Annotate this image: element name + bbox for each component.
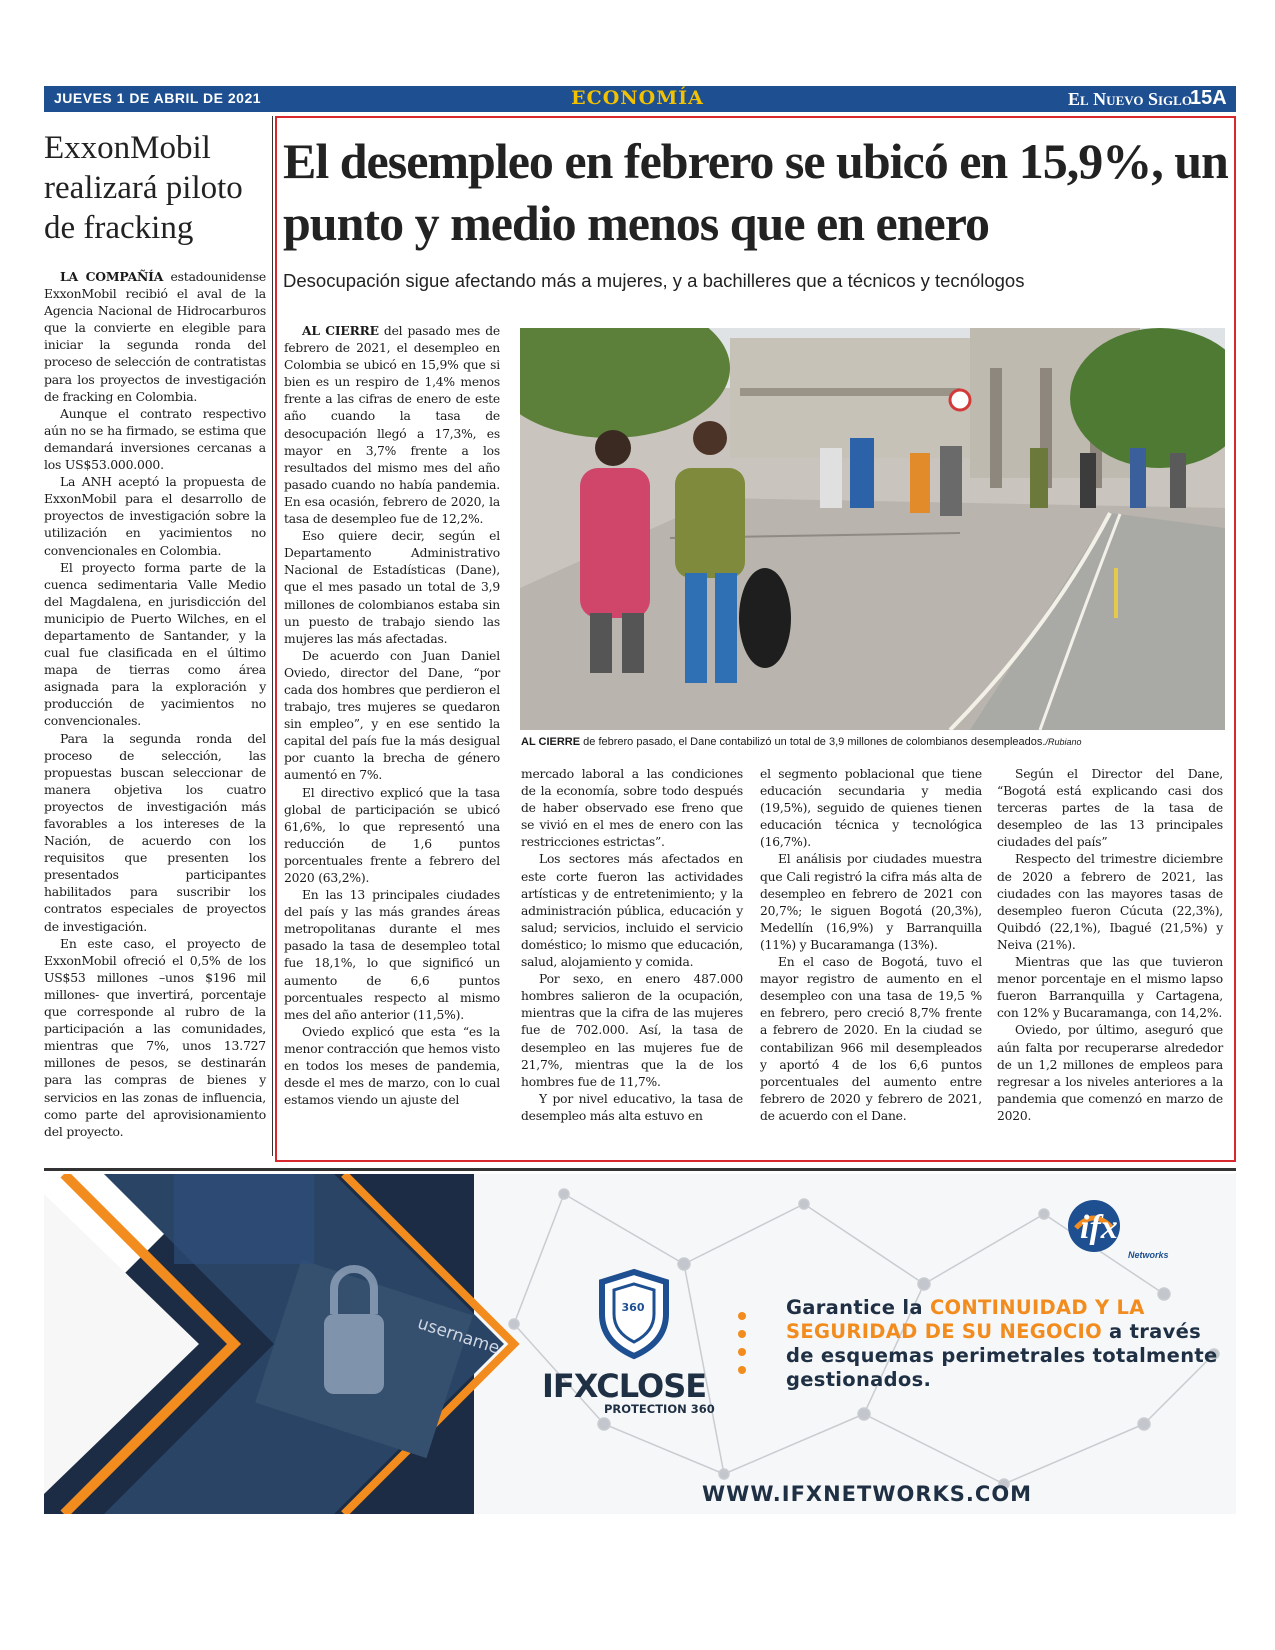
article-paragraph: el segmento poblacional que tiene educación secundaria y media (19,5%), seguido de quienes tienen educación técnica y tecnológica (16,7%). [760, 767, 982, 850]
article-column-3 [760, 766, 982, 1125]
newspaper-name: El Nuevo Siglo [1068, 89, 1192, 109]
article-photo [520, 328, 1225, 730]
logo-subtitle: Networks [1128, 1250, 1169, 1260]
logo-text: ifx [1080, 1209, 1118, 1246]
issue-date: JUEVES 1 DE ABRIL DE 2021 [54, 90, 262, 106]
side-lead: LA COMPAÑÍA [60, 269, 164, 284]
ad-message-start: Garantice la [786, 1296, 930, 1319]
side-headline: ExxonMobil realizará piloto de fracking [44, 130, 243, 246]
ad-message-end: a través de esquemas perimetrales totalmente gestionados. [786, 1320, 1218, 1391]
caption-text: de febrero pasado, el Dane contabilizó un total de 3,9 millones de colombianos desempleados. [580, 736, 1046, 748]
shield-number: 360 [621, 1301, 645, 1314]
photo-caption [521, 736, 1226, 748]
section-rule [44, 1168, 1236, 1171]
article-column-4 [997, 766, 1223, 1125]
side-paragraph: El proyecto forma parte de la cuenca sedimentaria Valle Medio del Magdalena, en jurisdicción del municipio de Puerto Wilches, en el departamento de Santander, y la cual fue clasificada en el último mapa de tierras como área asignada para la exploración y producción de yacimientos no convencionales. [44, 559, 266, 729]
article-column-2 [521, 766, 743, 1125]
ad-message [786, 1296, 1226, 1392]
ifx-logo-icon [1066, 1198, 1176, 1254]
side-paragraph: estadounidense ExxonMobil recibió el aval de la Agencia Nacional de Hidrocarburos que la convierte en elegible para iniciar la segunda ronda del proceso de selección de contratistas para los proyectos de investigación de fracking en Colombia. [44, 269, 267, 404]
section-name: ECONOMÍA [571, 87, 704, 109]
article-paragraph: Y por nivel educativo, la tasa de desempleo más alta estuvo en [521, 1091, 743, 1123]
side-paragraph: Para la segunda ronda del proceso de selección, las propuestas buscan seleccionar de manera objetiva los cuatro proyectos de investigación más favorables a los intereses de la Nación, de acuerdo con los requisitos que presenten los presentados participantes habilitados para suscribir los contratos especiales de proyectos de investigación. [44, 730, 266, 934]
article-subhead: Desocupación sigue afectando más a mujeres, y a bachilleres que a técnicos y tecnólogos [283, 270, 1025, 291]
article-paragraph: Oviedo, por último, aseguró que aún falta por recuperarse alrededor de un 1,2 millones de empleos para regresar a los niveles anteriores a la pandemia que comenzó en marzo de 2020. [997, 1023, 1223, 1123]
caption-lead: AL CIERRE [521, 736, 581, 748]
article-column-1 [284, 322, 500, 1109]
side-body [44, 268, 266, 1140]
article-paragraph: Respecto del trimestre diciembre de 2020 a febrero de 2021, las ciudades con las mayores tasas de desempleo fueron Cúcuta (22,3%), Quibdó (22,1%), Ibagué (21,5%) y Neiva (21%). [997, 852, 1223, 952]
article-paragraph: del pasado mes de febrero de 2021, el desempleo en Colombia se ubicó en 15,9% que si bien es un respiro de 1,4% menos frente a las cifras de enero de este año cuando la tasa de desocupación llegó a 17,3%, es mayor en 3,7% frente a los resultados del mismo mes del año pasado cuando no había pandemia. En esa ocasión, febrero de 2020, la tasa de desempleo fue de 12,2%. [284, 324, 500, 527]
article-paragraph: De acuerdo con Juan Daniel Oviedo, director del Dane, “por cada dos hombres que perdieron el trabajo, tres mujeres se quedaron sin empleo”, y en ese sentido la capital del país fue la más desigual por cuanto la brecha de género aumentó en 7%. [284, 648, 500, 783]
side-paragraph: En este caso, el proyecto de ExxonMobil ofreció el 0,5% de los US$53 millones –unos $196 mil millones- que invertirá, porcentaje que corresponde al rubro de la participación a las comunidades, mientras que 7%, unos 13.727 millones de pesos, se destinarán para las compras de bienes y servicios en las zonas de influencia, como parte del aprovisionamiento del proyecto. [44, 935, 266, 1139]
product-subtitle: PROTECTION 360 [604, 1402, 715, 1416]
article-paragraph: Según el Director del Dane, “Bogotá está explicando casi dos terceras partes de la tasa de desempleo de las 13 principales ciudades del país” [997, 767, 1223, 850]
product-name [542, 1367, 706, 1405]
bullet-dots-icon [736, 1308, 748, 1378]
photo-credit: /Rubiano [1045, 737, 1082, 747]
side-paragraph: La ANH aceptó la propuesta de ExxonMobil para el desarrollo de proyectos de investigación sobre la utilización en yacimientos no convencionales en Colombia. [44, 474, 266, 558]
column-divider [272, 116, 273, 1156]
street-scene-photo [520, 328, 1225, 730]
article-paragraph: En las 13 principales ciudades del país y las más grandes áreas metropolitanas durante el mes pasado la tasa de desempleo total fue 18,1%, lo que significó un aumento de 6,6 puntos porcentuales respecto al mismo mes del año anterior (11,5%). [284, 888, 500, 1022]
ad-url[interactable]: WWW.IFXNETWORKS.COM [702, 1482, 1033, 1506]
article-paragraph: Oviedo explicó que esta “es la menor contracción que hemos visto en todos los meses de pandemia, desde el mes de marzo, con lo cual estamos viendo un ajuste del [284, 1024, 500, 1108]
article-paragraph: Por sexo, en enero 487.000 hombres salieron de la ocupación, mientras que la cifra de las mujeres fue de 702.000. Así, la tasa de desempleo en las mujeres fue de 21,7%, mientras que la de los hombres fue de 11,7%. [521, 972, 743, 1089]
article-headline: El desempleo en febrero se ubicó en 15,9%, un punto y medio menos que en enero [283, 133, 1228, 251]
article-paragraph: Los sectores más afectados en este corte fueron las actividades artísticas y de entretenimiento; y la administración pública, educación y salud; servicios, incluido el servicio doméstico; lo mismo que educación, salud, alojamiento y comida. [521, 852, 743, 970]
article-paragraph: El directivo explicó que la tasa global de participación se ubicó 61,6%, lo que representó una reducción de 1,6 puntos porcentuales frente a febrero del 2020 (63,2%). [284, 785, 500, 885]
shield-icon [596, 1268, 672, 1360]
product-prefix: IFX [542, 1367, 597, 1405]
page-number: 15A [1190, 87, 1227, 109]
product-word: CLOSE [596, 1367, 707, 1405]
username-field-graphic: username [414, 1313, 503, 1359]
article-paragraph: Mientras que las que tuvieron menor porcentaje en el mismo lapso fueron Barranquilla y Cartagena, con 12% y Bucaramanga, con 14,2%. [997, 955, 1223, 1021]
article-paragraph: En el caso de Bogotá, tuvo el mayor registro de aumento en el desempleo con una tasa de 19,5 % en febrero, pero creció 8,7% frente a febrero de 2020. En la ciudad se contabilizan 966 mil desempleados y aportó 4 de los 6,6 puntos porcentuales del aumento entre febrero de 2020 y febrero de 2021, de acuerdo con el Dane. [760, 955, 982, 1123]
article-paragraph: El análisis por ciudades muestra que Cali registró la cifra más alta de desempleo en febrero de 2021 con 20,7%; le siguen Bogotá (20,3%), Medellín (16,9%) y Barranquilla (11%) y Bucaramanga (13%). [760, 852, 982, 952]
article-paragraph: mercado laboral a las condiciones de la economía, sobre todo después de haber observado ese freno que se vivió en el mes de enero con las restricciones estrictas”. [521, 767, 743, 850]
article-paragraph: Eso quiere decir, según el Departamento Administrativo Nacional de Estadísticas (Dane), que el mes pasado un total de 3,9 millones de colombianos estaba sin un puesto de trabajo siendo las mujeres las más afectadas. [284, 529, 500, 646]
side-paragraph: Aunque el contrato respectivo aún no se ha firmado, se estima que demandará inversiones cercanas a los US$53.000.000. [44, 405, 266, 473]
ad-message-highlight: CONTINUIDAD Y LA SEGURIDAD DE SU NEGOCIO [786, 1296, 1145, 1343]
article-lead: AL CIERRE [302, 323, 379, 338]
